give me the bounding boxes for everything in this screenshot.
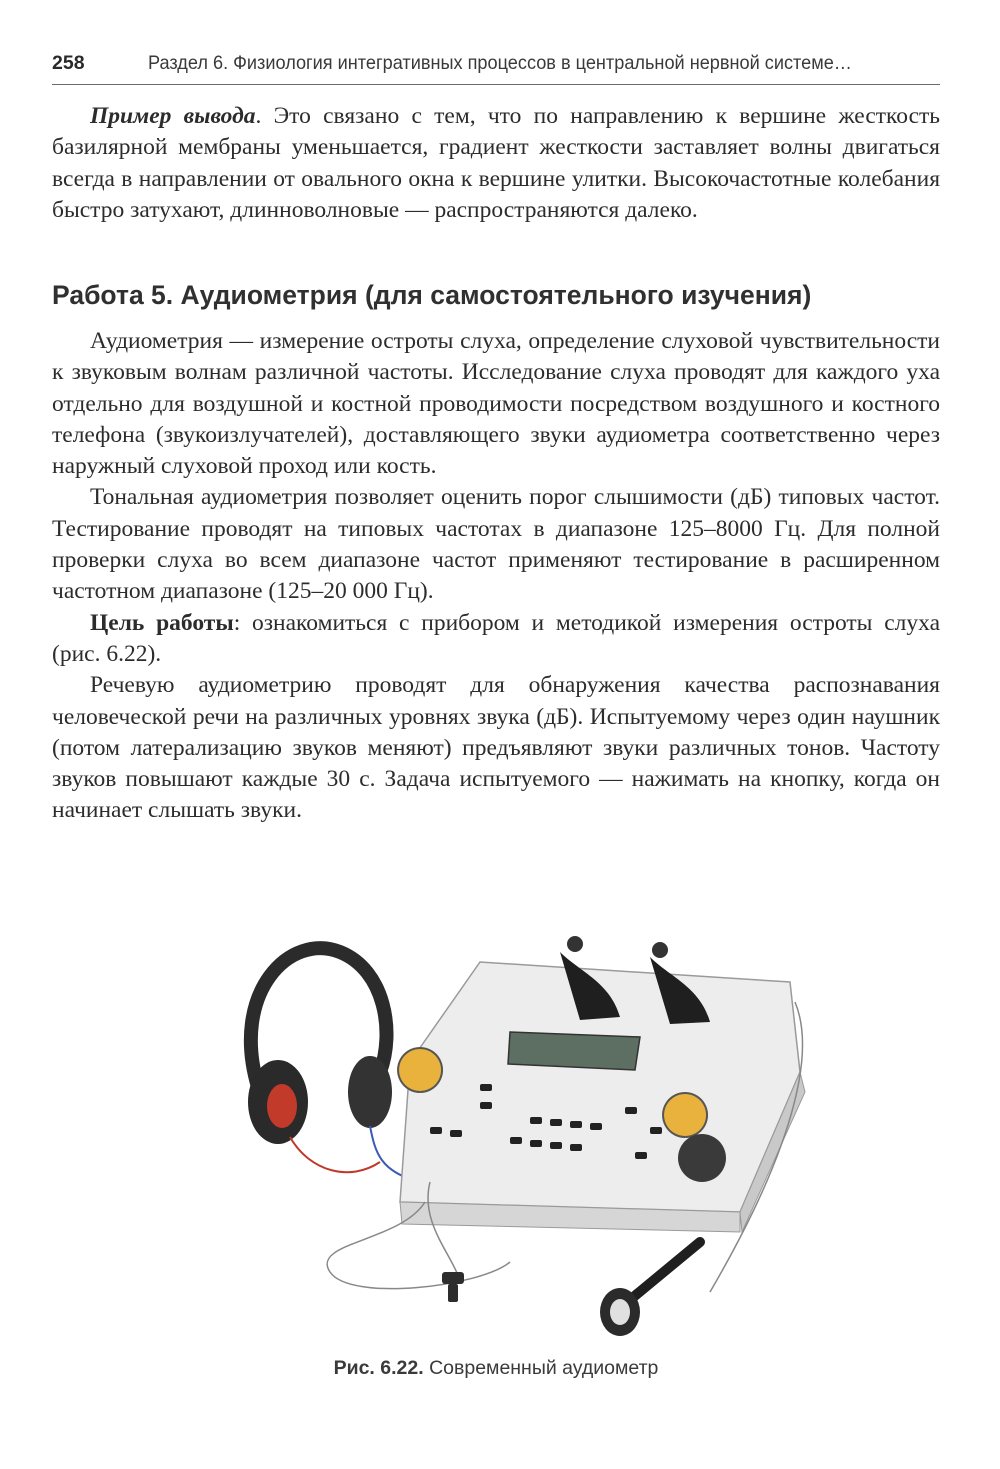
paragraph-audiometry-definition: Аудиометрия — измерение остроты слуха, определение слуховой чувствительности к звуковым волнам различной частоты. Исследование слуха проводят для каждого уха отдельно для воздушной и костной проводимости посредством воздушного и костного телефона (звукоизлучателей), доставляющего звуки аудиометра соответственно через наружный слуховой проход или кость. [52, 328, 940, 480]
audiometer-illustration [180, 912, 820, 1352]
goal-lead: Цель работы [90, 609, 234, 636]
bone-conductor-icon [442, 1272, 464, 1302]
caption-text: Современный аудиометр [429, 1357, 659, 1379]
caption-label: Рис. 6.22. [333, 1357, 424, 1379]
page-number: 258 [52, 52, 85, 74]
headphones-icon [248, 948, 420, 1182]
conclusion-paragraph [52, 101, 940, 226]
running-title: Раздел 6. Физиология интегративных процессов в центральной нервной системе… [148, 52, 852, 74]
section-heading: Работа 5. Аудиометрия (для самостоятельного изучения) [52, 280, 812, 310]
goal-text: : ознакомиться с прибором и методикой измерения остроты слуха (рис. 6.22). [52, 609, 940, 667]
conclusion-lead: Пример вывода [90, 103, 256, 129]
running-head [52, 52, 940, 85]
conclusion-text: . Это связано с тем, что по направлению к вершине жесткость базилярной мембраны уменьшается, градиент жесткости заставляет волны двигаться всегда в направлении от овального окна к вершине улитки. Высокочастотные колебания быстро затухают, длинноволновые — распространяются далеко. [52, 103, 940, 223]
response-button-icon [600, 1242, 700, 1336]
audiometer-figure [180, 912, 820, 1352]
figure-caption [52, 1357, 940, 1380]
paragraph-goal [52, 608, 940, 671]
body-text [52, 326, 940, 827]
paragraph-tonal-audiometry: Тональная аудиометрия позволяет оценить порог слышимости (дБ) типовых частот. Тестирование проводят на типовых частотах в диапазоне 125–8000 Гц. Для полной проверки слуха во всем диапазоне частот применяют тестирование в расширенном частотном диапазоне (125–20 000 Гц). [52, 484, 940, 605]
paragraph-speech-audiometry: Речевую аудиометрию проводят для обнаружения качества распознавания человеческой речи на различных уровнях звука (дБ). Испытуемому через один наушник (потом латерализацию звуков меняют) предъявляют звуки различных тонов. Частоту звуков повышают каждые 30 с. Задача испытуемого — нажимать на кнопку, когда он начинает слышать звуки. [52, 672, 940, 824]
